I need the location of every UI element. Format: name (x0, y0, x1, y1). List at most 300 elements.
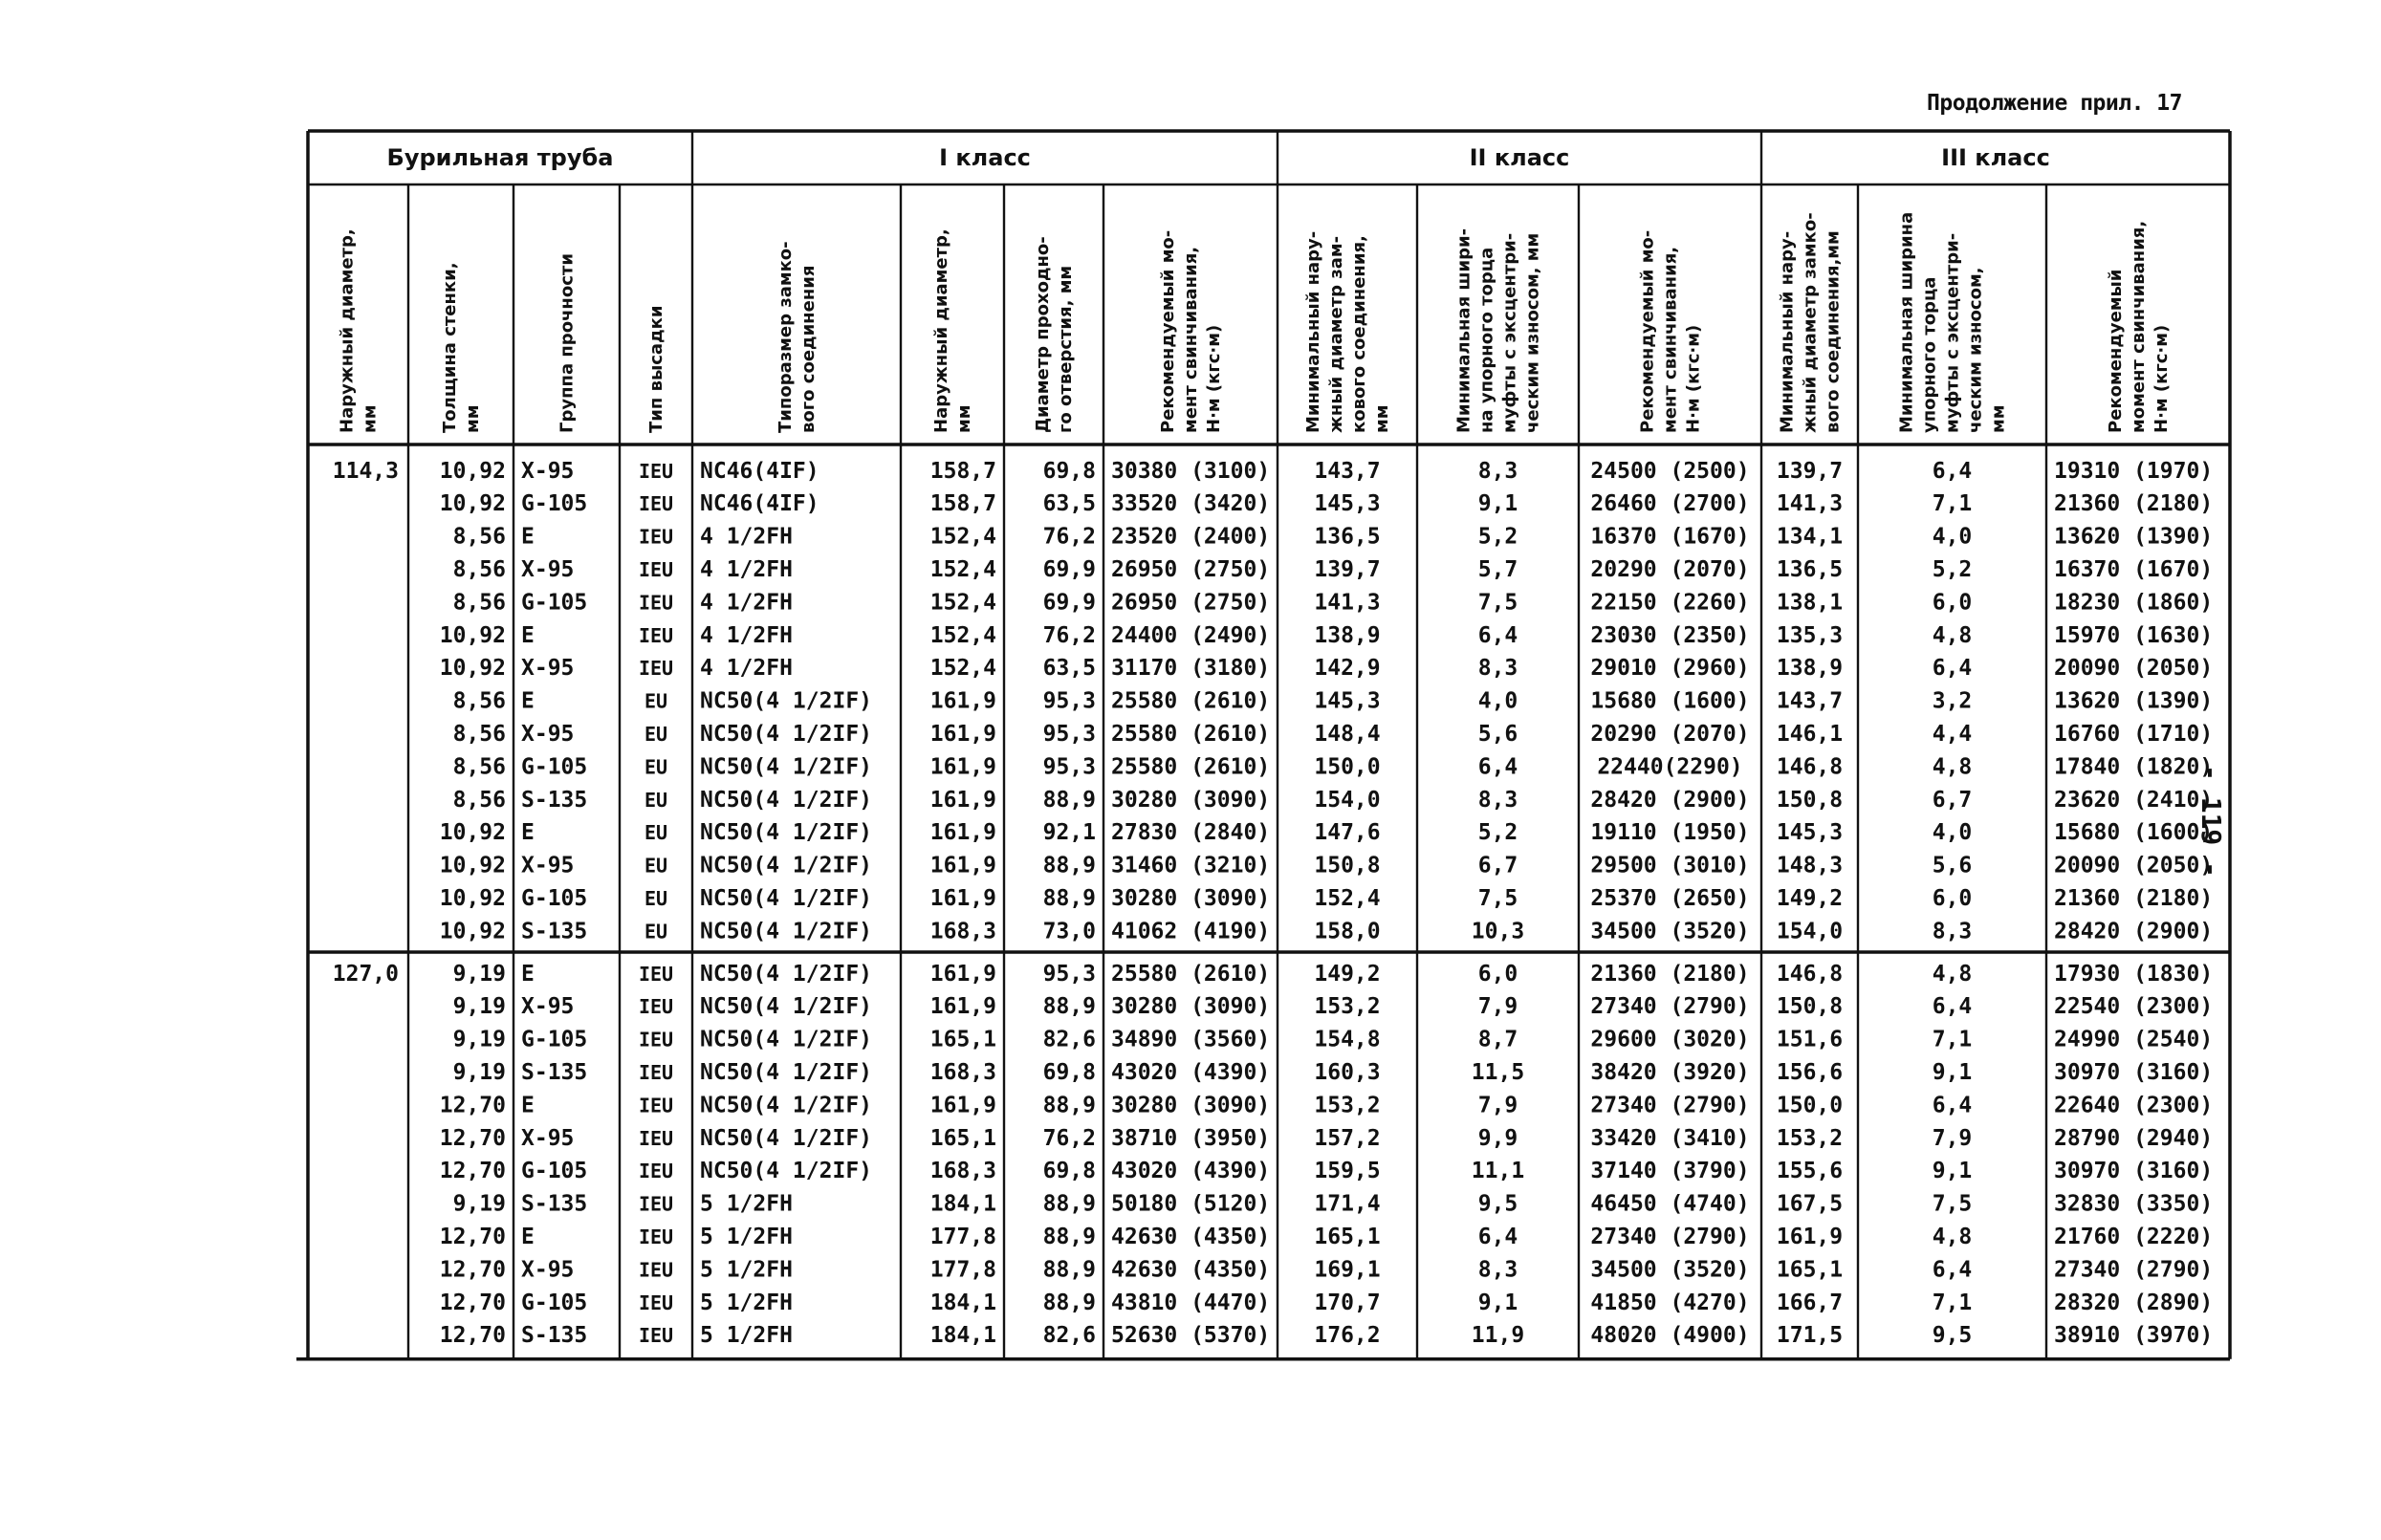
table-cell: IEU (638, 657, 674, 681)
table-cell: 88,9 (1042, 787, 1096, 813)
table-cell: 139,7 (1314, 556, 1381, 582)
table-cell: S-135 (521, 1059, 588, 1085)
table-cell: 161,9 (929, 961, 996, 987)
table-cell: 7,5 (1477, 590, 1518, 616)
table-cell: EU (644, 886, 668, 910)
table-cell: 153,2 (1776, 1125, 1844, 1151)
table-cell: 4,8 (1932, 1224, 1973, 1249)
table-cell: 43810 (4470) (1111, 1290, 1271, 1315)
table-cell: 9,1 (1932, 1159, 1973, 1184)
table-cell: 147,6 (1314, 820, 1381, 846)
table-cell: 150,0 (1314, 754, 1381, 780)
table-cell: 16370 (1670) (1590, 524, 1750, 550)
table-cell: 27340 (2790) (1590, 994, 1750, 1020)
table-cell: NC46(4IF) (700, 458, 819, 484)
table-cell: NC50(4 1/2IF) (700, 1159, 873, 1184)
table-cell: X-95 (521, 656, 575, 682)
table-cell: 161,9 (929, 688, 996, 714)
table-cell: IEU (638, 1028, 674, 1052)
table-cell: 22440(2290) (1597, 754, 1743, 780)
table-cell: 8,56 (452, 754, 506, 780)
table-cell: IEU (638, 557, 674, 581)
table-cell: 161,9 (929, 754, 996, 780)
table-cell: 6,4 (1932, 1257, 1973, 1283)
table-cell: NC46(4IF) (700, 491, 819, 517)
table-cell: 27830 (2840) (1111, 820, 1271, 846)
table-cell: 30970 (3160) (2054, 1059, 2214, 1085)
table-cell: 165,1 (929, 1125, 996, 1151)
table-cell: 6,7 (1477, 853, 1518, 878)
table-cell: EU (644, 689, 668, 713)
table-cell: 5 1/2FH (700, 1224, 793, 1249)
table-cell: 142,9 (1314, 656, 1381, 682)
table-cell: 6,0 (1932, 590, 1973, 616)
table-cell: 17840 (1820) (2054, 754, 2214, 780)
table-cell: IEU (638, 1160, 674, 1183)
table-cell: 23620 (2410) (2054, 787, 2214, 813)
table-cell: 34890 (3560) (1111, 1027, 1271, 1052)
table-cell: 9,5 (1477, 1191, 1518, 1217)
table-cell: 153,2 (1314, 1093, 1381, 1118)
table-cell: 16370 (1670) (2054, 556, 2214, 582)
table-cell: 76,2 (1042, 524, 1096, 550)
table-cell: 153,2 (1314, 994, 1381, 1020)
table-cell: 146,8 (1776, 961, 1844, 987)
table-cell: 154,0 (1776, 919, 1844, 944)
table-cell: 26950 (2750) (1111, 556, 1271, 582)
table-cell: 6,0 (1932, 885, 1973, 911)
table-cell: 95,3 (1042, 754, 1096, 780)
column-header: Минимальный нару- (1777, 230, 1798, 433)
column-header: Н·м (кгс·м) (2152, 324, 2172, 433)
table-cell: 4,0 (1932, 524, 1973, 550)
table-cell: S-135 (521, 1323, 588, 1349)
column-header: мм (1372, 404, 1392, 433)
table-cell: 161,9 (929, 853, 996, 878)
table-cell: NC50(4 1/2IF) (700, 961, 873, 987)
table-cell: 9,19 (452, 1191, 506, 1217)
table-cell: 69,8 (1042, 1159, 1096, 1184)
column-header: мм (1988, 404, 2009, 433)
table-cell: 151,6 (1776, 1027, 1844, 1052)
table-cell: 8,56 (452, 590, 506, 616)
table-cell: 25580 (2610) (1111, 961, 1271, 987)
table-cell: 4,8 (1932, 622, 1973, 648)
table-cell: X-95 (521, 1257, 575, 1283)
table-cell: 34500 (3520) (1590, 919, 1750, 944)
column-header: мент свинчивания, (1181, 246, 1201, 433)
table-cell: 88,9 (1042, 994, 1096, 1020)
group-header: II класс (1469, 144, 1570, 171)
column-header: го отверстия, мм (1056, 265, 1076, 433)
table-cell: 10,92 (439, 885, 506, 911)
table-cell: 167,5 (1776, 1191, 1844, 1217)
table-cell: 27340 (2790) (1590, 1093, 1750, 1118)
table-cell: 38910 (3970) (2054, 1323, 2214, 1349)
table-cell: 20290 (2070) (1590, 556, 1750, 582)
table-cell: 43020 (4390) (1111, 1059, 1271, 1085)
table-cell: 6,4 (1477, 622, 1518, 648)
table-cell: X-95 (521, 994, 575, 1020)
table-cell: 20090 (2050) (2054, 853, 2214, 878)
table-cell: 8,3 (1477, 787, 1518, 813)
table-cell: 73,0 (1042, 919, 1096, 944)
table-cell: 4,8 (1932, 754, 1973, 780)
table-cell: IEU (638, 591, 674, 615)
table-cell: 10,92 (439, 458, 506, 484)
table-cell: 25580 (2610) (1111, 721, 1271, 747)
table-cell: 25580 (2610) (1111, 754, 1271, 780)
table-cell: 136,5 (1314, 524, 1381, 550)
table-cell: 69,8 (1042, 458, 1096, 484)
table-cell: IEU (638, 1094, 674, 1117)
table-cell: 176,2 (1314, 1323, 1381, 1349)
table-cell: 63,5 (1042, 491, 1096, 517)
table-cell: IEU (638, 962, 674, 986)
table-cell: 8,56 (452, 787, 506, 813)
table-cell: 24990 (2540) (2054, 1027, 2214, 1052)
table-cell: 4 1/2FH (700, 656, 793, 682)
table-cell: 177,8 (929, 1257, 996, 1283)
table-cell: IEU (638, 623, 674, 647)
table-cell: 158,0 (1314, 919, 1381, 944)
table-cell: 16760 (1710) (2054, 721, 2214, 747)
group-header: III класс (1941, 144, 2050, 171)
table-cell: 19110 (1950) (1590, 820, 1750, 846)
table-cell: 21760 (2220) (2054, 1224, 2214, 1249)
table-cell: S-135 (521, 787, 588, 813)
table-cell: 95,3 (1042, 688, 1096, 714)
column-header: Типоразмер замко- (775, 241, 796, 433)
table-cell: E (521, 1224, 535, 1249)
table-cell: 28790 (2940) (2054, 1125, 2214, 1151)
column-header: кового соединения, (1349, 235, 1369, 433)
table-cell: IEU (638, 995, 674, 1019)
table-cell: G-105 (521, 491, 588, 517)
table-cell: 5 1/2FH (700, 1191, 793, 1217)
column-header: вого соединения,мм (1823, 230, 1844, 433)
table-cell: IEU (638, 1324, 674, 1348)
table-cell: S-135 (521, 1191, 588, 1217)
table-cell: 177,8 (929, 1224, 996, 1249)
table-cell: 5 1/2FH (700, 1290, 793, 1315)
table-cell: 20290 (2070) (1590, 721, 1750, 747)
table-cell: 154,8 (1314, 1027, 1381, 1052)
table-cell: 171,4 (1314, 1191, 1381, 1217)
table-cell: NC50(4 1/2IF) (700, 754, 873, 780)
table-cell: 184,1 (929, 1323, 996, 1349)
column-header: на упорного торца (1476, 247, 1497, 433)
column-header: муфты с эксцентри- (1499, 232, 1520, 433)
table-cell: 4 1/2FH (700, 524, 793, 550)
column-header: жный диаметр зам- (1326, 235, 1346, 433)
table-cell: 43020 (4390) (1111, 1159, 1271, 1184)
table-cell: 5,2 (1932, 556, 1973, 582)
table-cell: 23520 (2400) (1111, 524, 1271, 550)
table-cell: 152,4 (929, 622, 996, 648)
table-cell: 17930 (1830) (2054, 961, 2214, 987)
table-cell: 161,9 (929, 820, 996, 846)
table-cell: 26950 (2750) (1111, 590, 1271, 616)
table-cell: 4 1/2FH (700, 622, 793, 648)
table-cell: 7,5 (1477, 885, 1518, 911)
table-cell: 141,3 (1776, 491, 1844, 517)
table-cell: 8,56 (452, 556, 506, 582)
table-cell: IEU (638, 459, 674, 483)
table-cell: 134,1 (1776, 524, 1844, 550)
table-cell: 22540 (2300) (2054, 994, 2214, 1020)
table-cell: IEU (638, 1126, 674, 1150)
table-cell: 24500 (2500) (1590, 458, 1750, 484)
table-cell: 10,92 (439, 919, 506, 944)
table-cell: NC50(4 1/2IF) (700, 1027, 873, 1052)
table-cell: 4 1/2FH (700, 590, 793, 616)
table-cell: 69,8 (1042, 1059, 1096, 1085)
table-cell: 9,19 (452, 994, 506, 1020)
table-cell: 4,8 (1932, 961, 1973, 987)
table-cell: X-95 (521, 556, 575, 582)
table-cell: 7,1 (1932, 1290, 1973, 1315)
table-cell: EU (644, 755, 668, 779)
table-cell: 168,3 (929, 1059, 996, 1085)
column-header: жный диаметр замко- (1800, 212, 1821, 433)
table-cell: 95,3 (1042, 961, 1096, 987)
table-cell: 155,6 (1776, 1159, 1844, 1184)
table-cell: 6,4 (1477, 754, 1518, 780)
table-cell: G-105 (521, 1159, 588, 1184)
table-cell: 8,56 (452, 688, 506, 714)
table-cell: 18230 (1860) (2054, 590, 2214, 616)
table-cell: 12,70 (439, 1290, 506, 1315)
group-header: Бурильная труба (386, 144, 614, 171)
table-cell: 5,6 (1932, 853, 1973, 878)
table-cell: 13620 (1390) (2054, 524, 2214, 550)
column-header: упорного торца (1919, 276, 1940, 433)
table-cell: 25580 (2610) (1111, 688, 1271, 714)
section-diameter: 127,0 (332, 961, 399, 987)
table-cell: 92,1 (1042, 820, 1096, 846)
table-cell: S-135 (521, 919, 588, 944)
table-cell: 20090 (2050) (2054, 656, 2214, 682)
table-cell: 161,9 (929, 721, 996, 747)
table-cell: NC50(4 1/2IF) (700, 853, 873, 878)
table-cell: 76,2 (1042, 1125, 1096, 1151)
table-cell: IEU (638, 1291, 674, 1314)
table-cell: 7,1 (1932, 491, 1973, 517)
table-cell: 158,7 (929, 458, 996, 484)
table-cell: 41850 (4270) (1590, 1290, 1750, 1315)
table-cell: 22640 (2300) (2054, 1093, 2214, 1118)
table-cell: 88,9 (1042, 1224, 1096, 1249)
table-cell: 22150 (2260) (1590, 590, 1750, 616)
table-cell: 6,4 (1932, 656, 1973, 682)
table-cell: 38420 (3920) (1590, 1059, 1750, 1085)
column-header: мм (954, 404, 974, 433)
page-number: - 119 - (2195, 765, 2227, 878)
table-cell: 3,2 (1932, 688, 1973, 714)
table-cell: X-95 (521, 1125, 575, 1151)
table-cell: 88,9 (1042, 885, 1096, 911)
table-cell: 170,7 (1314, 1290, 1381, 1315)
table-cell: 184,1 (929, 1191, 996, 1217)
table-cell: 165,1 (929, 1027, 996, 1052)
table-cell: 37140 (3790) (1590, 1159, 1750, 1184)
column-header: Рекомендуемый мо- (1158, 229, 1178, 433)
table-cell: 30380 (3100) (1111, 458, 1271, 484)
table-cell: 31460 (3210) (1111, 853, 1271, 878)
table-cell: 10,92 (439, 622, 506, 648)
table-cell: NC50(4 1/2IF) (700, 885, 873, 911)
table-cell: 6,4 (1477, 1224, 1518, 1249)
table-cell: NC50(4 1/2IF) (700, 1093, 873, 1118)
table-cell: 161,9 (929, 1093, 996, 1118)
table-cell: 6,4 (1932, 994, 1973, 1020)
table-cell: 154,0 (1314, 787, 1381, 813)
column-header: вого соединения (798, 265, 819, 433)
table-cell: 6,7 (1932, 787, 1973, 813)
column-header: Минимальная ширина (1896, 211, 1917, 433)
table-cell: 168,3 (929, 919, 996, 944)
column-header: мм (463, 404, 483, 433)
column-header: Толщина стенки, (440, 262, 460, 433)
table-cell: 143,7 (1776, 688, 1844, 714)
table-cell: 30280 (3090) (1111, 1093, 1271, 1118)
table-cell: NC50(4 1/2IF) (700, 994, 873, 1020)
table-cell: 34500 (3520) (1590, 1257, 1750, 1283)
table-cell: 171,5 (1776, 1323, 1844, 1349)
table-cell: 10,92 (439, 656, 506, 682)
column-header: Группа прочности (557, 253, 578, 433)
table-cell: 157,2 (1314, 1125, 1381, 1151)
table-cell: 145,3 (1776, 820, 1844, 846)
table-cell: 8,3 (1932, 919, 1973, 944)
column-header: муфты с эксцентри- (1942, 232, 1963, 433)
table-cell: 5,7 (1477, 556, 1518, 582)
table-cell: 88,9 (1042, 853, 1096, 878)
table-cell: 161,9 (929, 994, 996, 1020)
table-cell: 145,3 (1314, 491, 1381, 517)
table-cell: 33520 (3420) (1111, 491, 1271, 517)
table-cell: 48020 (4900) (1590, 1323, 1750, 1349)
table-cell: 143,7 (1314, 458, 1381, 484)
table-cell: 30970 (3160) (2054, 1159, 2214, 1184)
table-cell: 15680 (1600) (2054, 820, 2214, 846)
table-cell: 88,9 (1042, 1191, 1096, 1217)
column-header: мм (360, 404, 381, 433)
table-cell: 160,3 (1314, 1059, 1381, 1085)
table-cell: 7,5 (1932, 1191, 1973, 1217)
table-cell: 8,3 (1477, 1257, 1518, 1283)
table-cell: 32830 (3350) (2054, 1191, 2214, 1217)
table-cell: EU (644, 722, 668, 746)
table-cell: 149,2 (1776, 885, 1844, 911)
table-cell: 152,4 (929, 524, 996, 550)
table-cell: G-105 (521, 754, 588, 780)
table-cell: 148,3 (1776, 853, 1844, 878)
table-cell: 9,5 (1932, 1323, 1973, 1349)
table-cell: 13620 (1390) (2054, 688, 2214, 714)
table-cell: 150,0 (1776, 1093, 1844, 1118)
table-cell: 33420 (3410) (1590, 1125, 1750, 1151)
table-cell: 156,6 (1776, 1059, 1844, 1085)
table-cell: 29600 (3020) (1590, 1027, 1750, 1052)
table-cell: 7,9 (1477, 1093, 1518, 1118)
table-cell: IEU (638, 492, 674, 516)
table-cell: 169,1 (1314, 1257, 1381, 1283)
table-cell: 152,4 (1314, 885, 1381, 911)
table-cell: 15680 (1600) (1590, 688, 1750, 714)
table-cell: 138,9 (1776, 656, 1844, 682)
table-cell: 135,3 (1776, 622, 1844, 648)
table-cell: 41062 (4190) (1111, 919, 1271, 944)
table-cell: 4 1/2FH (700, 556, 793, 582)
table-cell: 10,3 (1471, 919, 1525, 944)
table-cell: 29010 (2960) (1590, 656, 1750, 682)
table-cell: 5,6 (1477, 721, 1518, 747)
table-cell: 7,9 (1932, 1125, 1973, 1151)
table-cell: E (521, 820, 535, 846)
table-cell: 28420 (2900) (2054, 919, 2214, 944)
table-cell: 15970 (1630) (2054, 622, 2214, 648)
table-cell: X-95 (521, 721, 575, 747)
table-cell: 30280 (3090) (1111, 885, 1271, 911)
table-cell: 10,92 (439, 820, 506, 846)
table-cell: 152,4 (929, 656, 996, 682)
table-cell: 148,4 (1314, 721, 1381, 747)
column-header: Н·м (кгс·м) (1683, 324, 1704, 433)
table-cell: 11,9 (1471, 1323, 1525, 1349)
table-cell: 31170 (3180) (1111, 656, 1271, 682)
table-cell: E (521, 688, 535, 714)
table-cell: 69,9 (1042, 590, 1096, 616)
table-cell: 10,92 (439, 491, 506, 517)
group-header: I класс (939, 144, 1031, 171)
table-cell: NC50(4 1/2IF) (700, 1059, 873, 1085)
column-header: мент свинчивания, (1660, 246, 1681, 433)
table-cell: 165,1 (1776, 1257, 1844, 1283)
table-cell: 5,2 (1477, 524, 1518, 550)
table-cell: 12,70 (439, 1125, 506, 1151)
table-cell: 76,2 (1042, 622, 1096, 648)
table-cell: 21360 (2180) (1590, 961, 1750, 987)
table-cell: X-95 (521, 853, 575, 878)
table-cell: 21360 (2180) (2054, 491, 2214, 517)
table-cell: 5 1/2FH (700, 1323, 793, 1349)
table-cell: 6,4 (1932, 1093, 1973, 1118)
table-cell: 11,5 (1471, 1059, 1525, 1085)
table-cell: E (521, 961, 535, 987)
table-cell: 8,3 (1477, 656, 1518, 682)
table-cell: 9,19 (452, 961, 506, 987)
table-cell: 161,9 (929, 787, 996, 813)
column-header: Минимальный нару- (1303, 230, 1323, 433)
table-cell: 166,7 (1776, 1290, 1844, 1315)
table-cell: 27340 (2790) (2054, 1257, 2214, 1283)
table-cell: 141,3 (1314, 590, 1381, 616)
table-cell: 9,19 (452, 1027, 506, 1052)
table-cell: 165,1 (1314, 1224, 1381, 1249)
table-cell: 27340 (2790) (1590, 1224, 1750, 1249)
table-cell: IEU (638, 525, 674, 549)
table-cell: 9,9 (1477, 1125, 1518, 1151)
table-cell: 146,8 (1776, 754, 1844, 780)
table-cell: 42630 (4350) (1111, 1224, 1271, 1249)
table-cell: 63,5 (1042, 656, 1096, 682)
table-cell: 24400 (2490) (1111, 622, 1271, 648)
table-cell: 8,7 (1477, 1027, 1518, 1052)
table-cell: 168,3 (929, 1159, 996, 1184)
table-cell: NC50(4 1/2IF) (700, 919, 873, 944)
